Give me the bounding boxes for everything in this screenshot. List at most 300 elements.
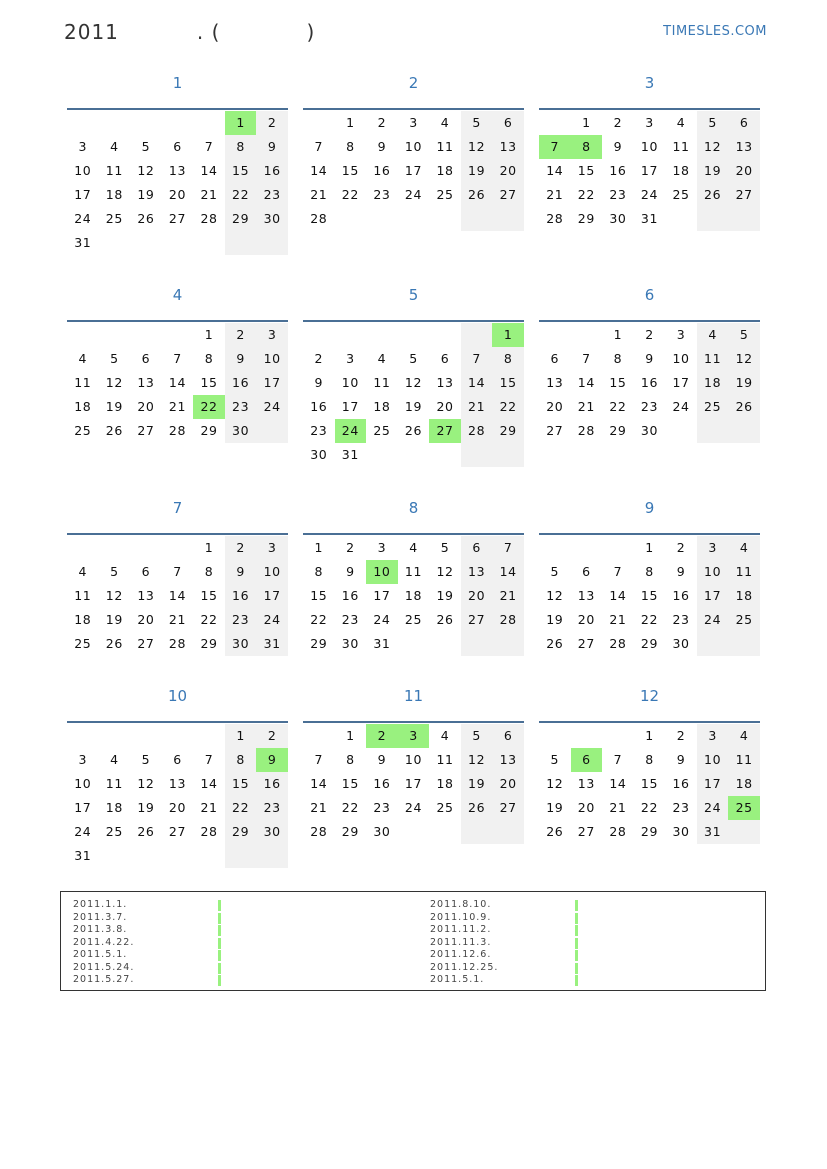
- month-divider: [303, 320, 524, 322]
- day-cell: 13: [436, 375, 454, 390]
- month-calendar: [303, 284, 524, 467]
- day-cell: 4: [78, 351, 88, 366]
- day-cell: 29: [577, 211, 595, 226]
- month-calendar: [539, 497, 760, 656]
- day-cell: 30: [256, 207, 288, 231]
- month-calendar: [303, 685, 524, 844]
- empty-cell: [539, 536, 571, 560]
- day-cell: 22: [225, 183, 257, 207]
- day-cell: 1: [645, 728, 654, 743]
- day-cell: 1: [204, 327, 214, 342]
- holiday-marker: [575, 913, 578, 924]
- month-calendar: [67, 72, 288, 255]
- day-cell: 10: [640, 139, 659, 154]
- day-cell: 9: [346, 564, 355, 579]
- day-cell: 28: [200, 211, 218, 226]
- day-cell: 6: [582, 564, 591, 579]
- day-cell: 11: [373, 375, 391, 390]
- day-cell: 10: [74, 776, 92, 791]
- day-cell: 14: [200, 776, 218, 791]
- day-cell: 12: [105, 588, 123, 603]
- month-title: 1: [172, 74, 183, 92]
- empty-cell: [99, 536, 131, 560]
- day-cell: 14: [310, 776, 328, 791]
- day-cell: 12: [546, 776, 564, 791]
- day-cell: 3: [346, 351, 355, 366]
- day-cell: 16: [225, 584, 257, 608]
- day-cell: 30: [225, 632, 257, 656]
- day-cell: 9: [676, 564, 686, 579]
- day-cell: 13: [546, 375, 564, 390]
- holiday-day-cell: 27: [429, 419, 461, 443]
- month-title: 3: [644, 74, 655, 92]
- day-cell: 10: [672, 351, 690, 366]
- day-cell: 10: [697, 560, 729, 584]
- day-cell: 9: [613, 139, 623, 154]
- month-title: 12: [639, 687, 660, 705]
- empty-cell: [335, 207, 367, 231]
- day-cell: 21: [492, 584, 524, 608]
- day-cell: 6: [492, 111, 524, 135]
- day-cell: 19: [137, 800, 155, 815]
- month-title: 8: [408, 499, 419, 517]
- day-cell: 24: [672, 399, 690, 414]
- day-cell: 22: [609, 399, 627, 414]
- empty-cell: [162, 231, 194, 255]
- day-cell: 21: [310, 800, 328, 815]
- holiday-date: 2011.5.1.: [430, 974, 485, 985]
- day-cell: 21: [609, 800, 627, 815]
- day-cell: 5: [728, 323, 760, 347]
- holiday-day-cell: 6: [571, 748, 603, 772]
- day-cell: 20: [728, 159, 760, 183]
- empty-cell: [571, 323, 603, 347]
- day-cell: 26: [546, 636, 564, 651]
- day-cell: 30: [672, 636, 690, 651]
- day-cell: 27: [492, 183, 524, 207]
- month-title: 4: [172, 286, 183, 304]
- holiday-date: 2011.5.27.: [73, 974, 135, 985]
- day-cell: 29: [640, 636, 659, 651]
- day-cell: 10: [74, 163, 92, 178]
- day-cell: 18: [728, 772, 760, 796]
- empty-cell: [130, 111, 162, 135]
- day-cell: 2: [676, 728, 686, 743]
- day-cell: 2: [256, 724, 288, 748]
- month-title: 10: [167, 687, 188, 705]
- holiday-list-item: [430, 924, 498, 937]
- holiday-day-cell: 1: [225, 111, 257, 135]
- day-cell: 14: [492, 560, 524, 584]
- holiday-list-item: [430, 912, 498, 925]
- empty-cell: [728, 820, 760, 844]
- day-cell: 28: [168, 423, 187, 438]
- holiday-date: 2011.5.24.: [73, 961, 135, 973]
- day-cell: 27: [461, 608, 493, 632]
- day-cell: 31: [74, 235, 92, 250]
- day-cell: 31: [74, 848, 92, 863]
- empty-cell: [429, 207, 461, 231]
- day-cell: 21: [168, 612, 187, 627]
- month-days: [303, 724, 524, 844]
- holiday-day-cell: 7: [539, 135, 571, 159]
- day-cell: 30: [640, 423, 659, 438]
- day-cell: 4: [676, 115, 686, 130]
- day-cell: 23: [640, 399, 659, 414]
- month-calendar: [67, 284, 288, 443]
- day-cell: 2: [225, 536, 257, 560]
- day-cell: 12: [461, 135, 493, 159]
- day-cell: 9: [377, 752, 387, 767]
- day-cell: 26: [461, 796, 493, 820]
- empty-cell: [99, 844, 131, 868]
- day-cell: 27: [137, 636, 155, 651]
- day-cell: 24: [74, 824, 92, 839]
- day-cell: 15: [609, 375, 627, 390]
- day-cell: 10: [404, 139, 423, 154]
- day-cell: 12: [546, 588, 564, 603]
- day-cell: 9: [225, 347, 257, 371]
- holiday-date: 2011.12.6.: [430, 949, 492, 960]
- day-cell: 22: [577, 187, 595, 202]
- holiday-list-item: [73, 924, 134, 937]
- holiday-list-item: [73, 962, 134, 975]
- day-cell: 13: [492, 748, 524, 772]
- day-cell: 8: [225, 748, 257, 772]
- month-days: [539, 536, 760, 656]
- day-cell: 24: [256, 608, 288, 632]
- holiday-marker: [575, 950, 578, 961]
- holiday-list-item: [430, 899, 498, 912]
- day-cell: 19: [461, 159, 493, 183]
- day-cell: 23: [609, 187, 627, 202]
- day-cell: 20: [137, 399, 155, 414]
- day-cell: 25: [436, 187, 454, 202]
- day-cell: 13: [577, 588, 595, 603]
- holiday-list-item: [430, 937, 498, 950]
- day-cell: 2: [314, 351, 324, 366]
- empty-cell: [99, 231, 131, 255]
- day-cell: 15: [225, 772, 257, 796]
- day-cell: 31: [341, 447, 359, 462]
- holiday-list-item: [430, 962, 498, 975]
- day-cell: 24: [404, 187, 423, 202]
- day-cell: 22: [640, 800, 659, 815]
- day-cell: 17: [697, 772, 729, 796]
- day-cell: 21: [577, 399, 595, 414]
- day-cell: 30: [225, 419, 257, 443]
- day-cell: 22: [225, 796, 257, 820]
- day-cell: 17: [672, 375, 690, 390]
- day-cell: 28: [310, 211, 328, 226]
- day-cell: 5: [550, 564, 560, 579]
- holiday-date: 2011.12.25.: [430, 961, 499, 973]
- empty-cell: [366, 323, 398, 347]
- day-cell: 19: [546, 800, 564, 815]
- day-cell: 19: [546, 612, 564, 627]
- day-cell: 20: [436, 399, 454, 414]
- day-cell: 11: [105, 163, 123, 178]
- day-cell: 25: [436, 800, 454, 815]
- month-divider: [67, 533, 288, 535]
- day-cell: 27: [728, 183, 760, 207]
- day-cell: 11: [74, 588, 92, 603]
- day-cell: 1: [645, 540, 654, 555]
- holiday-day-cell: 24: [335, 419, 367, 443]
- day-cell: 23: [672, 800, 690, 815]
- day-cell: 9: [645, 351, 654, 366]
- day-cell: 6: [728, 111, 760, 135]
- day-cell: 29: [200, 636, 218, 651]
- day-cell: 6: [141, 351, 151, 366]
- holiday-marker: [218, 900, 221, 911]
- day-cell: 1: [346, 115, 355, 130]
- day-cell: 19: [436, 588, 454, 603]
- month-divider: [539, 533, 760, 535]
- day-cell: 29: [225, 820, 257, 844]
- holiday-day-cell: 25: [728, 796, 760, 820]
- title-close: ): [306, 20, 316, 44]
- empty-cell: [461, 207, 493, 231]
- holiday-list-left: [73, 899, 134, 987]
- day-cell: 28: [461, 419, 493, 443]
- day-cell: 2: [676, 540, 686, 555]
- day-cell: 21: [461, 395, 493, 419]
- brand-link[interactable]: TIMESLES.COM: [663, 24, 767, 39]
- empty-cell: [303, 724, 335, 748]
- day-cell: 25: [728, 608, 760, 632]
- day-cell: 19: [105, 612, 123, 627]
- empty-cell: [162, 844, 194, 868]
- day-cell: 4: [78, 564, 88, 579]
- holiday-list-item: [73, 899, 134, 912]
- empty-cell: [728, 419, 760, 443]
- day-cell: 16: [256, 772, 288, 796]
- day-cell: 7: [314, 752, 324, 767]
- holiday-day-cell: 8: [571, 135, 603, 159]
- day-cell: 26: [436, 612, 454, 627]
- holiday-marker: [218, 975, 221, 986]
- day-cell: 19: [404, 399, 423, 414]
- day-cell: 7: [314, 139, 324, 154]
- holiday-marker: [218, 938, 221, 949]
- day-cell: 25: [74, 423, 92, 438]
- holiday-list-item: [73, 937, 134, 950]
- day-cell: 22: [341, 187, 359, 202]
- day-cell: 26: [728, 395, 760, 419]
- day-cell: 8: [204, 564, 214, 579]
- holiday-date: 2011.11.2.: [430, 924, 492, 935]
- day-cell: 1: [613, 327, 623, 342]
- day-cell: 23: [225, 608, 257, 632]
- month-divider: [539, 721, 760, 723]
- day-cell: 23: [373, 800, 391, 815]
- day-cell: 5: [440, 540, 450, 555]
- day-cell: 10: [256, 560, 288, 584]
- day-cell: 4: [728, 536, 760, 560]
- empty-cell: [398, 207, 430, 231]
- day-cell: 11: [728, 748, 760, 772]
- empty-cell: [492, 820, 524, 844]
- day-cell: 8: [346, 139, 355, 154]
- empty-cell: [492, 443, 524, 467]
- day-cell: 2: [377, 115, 387, 130]
- day-cell: 5: [110, 564, 119, 579]
- day-cell: 12: [728, 347, 760, 371]
- day-cell: 27: [577, 824, 595, 839]
- empty-cell: [461, 443, 493, 467]
- day-cell: 14: [310, 163, 328, 178]
- day-cell: 16: [373, 163, 391, 178]
- day-cell: 10: [256, 347, 288, 371]
- day-cell: 12: [436, 564, 454, 579]
- day-cell: 16: [640, 375, 659, 390]
- day-cell: 12: [697, 135, 729, 159]
- day-cell: 18: [436, 776, 454, 791]
- day-cell: 24: [640, 187, 659, 202]
- empty-cell: [429, 443, 461, 467]
- day-cell: 16: [373, 776, 391, 791]
- month-calendar: [539, 685, 760, 844]
- holiday-day-cell: 10: [366, 560, 398, 584]
- month-title: 9: [644, 499, 655, 517]
- day-cell: 15: [225, 159, 257, 183]
- month-calendar: [303, 497, 524, 656]
- empty-cell: [99, 323, 131, 347]
- day-cell: 4: [728, 724, 760, 748]
- holiday-list-right: [430, 899, 498, 987]
- day-cell: 31: [256, 632, 288, 656]
- day-cell: 24: [373, 612, 391, 627]
- day-cell: 24: [697, 796, 729, 820]
- holiday-list-item: [430, 974, 498, 987]
- day-cell: 5: [141, 139, 151, 154]
- day-cell: 23: [373, 187, 391, 202]
- holiday-date: 2011.3.7.: [73, 911, 128, 923]
- day-cell: 27: [137, 423, 155, 438]
- day-cell: 4: [409, 540, 418, 555]
- day-cell: 1: [225, 724, 257, 748]
- day-cell: 3: [78, 139, 88, 154]
- day-cell: 19: [728, 371, 760, 395]
- empty-cell: [256, 419, 288, 443]
- day-cell: 26: [404, 423, 423, 438]
- empty-cell: [398, 820, 430, 844]
- day-cell: 4: [110, 752, 119, 767]
- day-cell: 15: [577, 163, 595, 178]
- month-days: [539, 724, 760, 844]
- day-cell: 30: [310, 447, 328, 462]
- day-cell: 12: [137, 776, 155, 791]
- day-cell: 23: [672, 612, 690, 627]
- empty-cell: [665, 207, 697, 231]
- day-cell: 20: [137, 612, 155, 627]
- day-cell: 29: [310, 636, 328, 651]
- empty-cell: [429, 632, 461, 656]
- holiday-list-item: [73, 912, 134, 925]
- day-cell: 8: [492, 347, 524, 371]
- day-cell: 5: [461, 111, 493, 135]
- day-cell: 23: [256, 183, 288, 207]
- day-cell: 22: [492, 395, 524, 419]
- title-punct: . (: [196, 20, 221, 44]
- empty-cell: [130, 536, 162, 560]
- day-cell: 18: [74, 612, 92, 627]
- day-cell: 8: [225, 135, 257, 159]
- empty-cell: [461, 323, 493, 347]
- empty-cell: [225, 231, 257, 255]
- day-cell: 15: [200, 588, 218, 603]
- day-cell: 20: [492, 772, 524, 796]
- day-cell: 22: [341, 800, 359, 815]
- day-cell: 14: [609, 776, 627, 791]
- day-cell: 29: [200, 423, 218, 438]
- holiday-list-item: [73, 974, 134, 987]
- day-cell: 3: [78, 752, 88, 767]
- holiday-day-cell: 1: [492, 323, 524, 347]
- empty-cell: [335, 323, 367, 347]
- day-cell: 17: [341, 399, 359, 414]
- holiday-date: 2011.8.10.: [430, 899, 492, 910]
- empty-cell: [728, 207, 760, 231]
- empty-cell: [539, 724, 571, 748]
- day-cell: 7: [173, 351, 182, 366]
- day-cell: 11: [728, 560, 760, 584]
- day-cell: 5: [461, 724, 493, 748]
- empty-cell: [492, 632, 524, 656]
- day-cell: 4: [377, 351, 387, 366]
- empty-cell: [130, 724, 162, 748]
- empty-cell: [429, 820, 461, 844]
- month-title: 7: [172, 499, 183, 517]
- day-cell: 7: [461, 347, 493, 371]
- day-cell: 25: [373, 423, 391, 438]
- day-cell: 16: [310, 399, 328, 414]
- day-cell: 6: [550, 351, 560, 366]
- month-calendar: [67, 685, 288, 868]
- day-cell: 3: [256, 536, 288, 560]
- day-cell: 10: [341, 375, 359, 390]
- day-cell: 4: [440, 115, 450, 130]
- day-cell: 14: [461, 371, 493, 395]
- day-cell: 7: [582, 351, 591, 366]
- day-cell: 17: [373, 588, 391, 603]
- day-cell: 14: [168, 375, 187, 390]
- day-cell: 17: [256, 584, 288, 608]
- day-cell: 28: [200, 824, 218, 839]
- day-cell: 13: [168, 776, 187, 791]
- empty-cell: [697, 632, 729, 656]
- day-cell: 17: [404, 776, 423, 791]
- day-cell: 20: [577, 612, 595, 627]
- empty-cell: [429, 323, 461, 347]
- holiday-marker: [218, 963, 221, 974]
- day-cell: 24: [697, 608, 729, 632]
- holiday-date: 2011.4.22.: [73, 936, 135, 948]
- day-cell: 18: [404, 588, 423, 603]
- day-cell: 1: [204, 540, 214, 555]
- day-cell: 21: [168, 399, 187, 414]
- day-cell: 20: [168, 187, 187, 202]
- day-cell: 7: [613, 752, 623, 767]
- empty-cell: [728, 632, 760, 656]
- day-cell: 3: [697, 724, 729, 748]
- month-calendar: [539, 284, 760, 443]
- day-cell: 2: [256, 111, 288, 135]
- day-cell: 9: [256, 135, 288, 159]
- day-cell: 20: [461, 584, 493, 608]
- day-cell: 5: [697, 111, 729, 135]
